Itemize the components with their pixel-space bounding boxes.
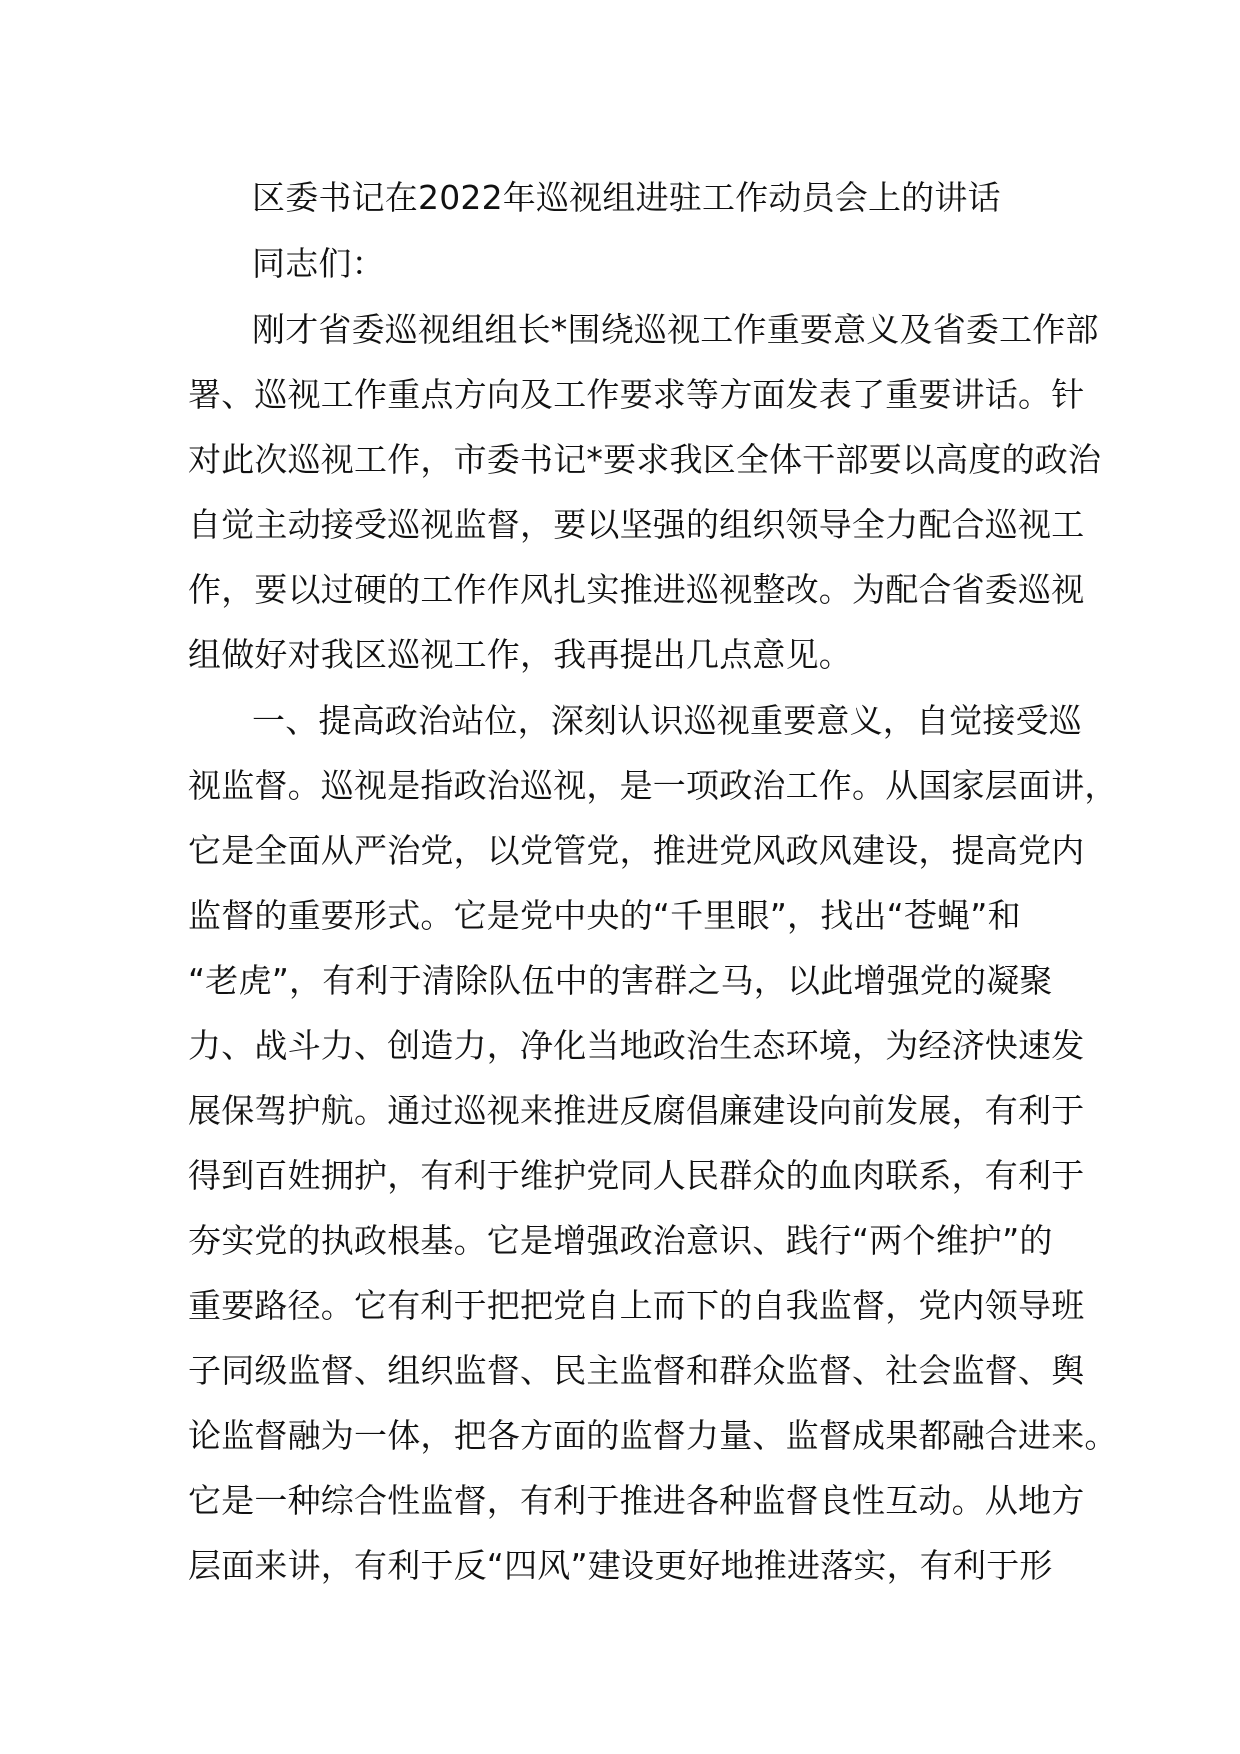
section-heading-line: 一、提高政治站位，深刻认识巡视重要意义，自觉接受巡	[252, 701, 1082, 740]
paragraph-line: 作，要以过硬的工作作风扎实推进巡视整改。为配合省委巡视	[188, 570, 1085, 609]
paragraph-line: 得到百姓拥护，有利于维护党同人民群众的血肉联系，有利于	[188, 1156, 1085, 1195]
paragraph-line: “老虎”，有利于清除队伍中的害群之马，以此增强党的凝聚	[188, 961, 1053, 1000]
paragraph-line: 论监督融为一体，把各方面的监督力量、监督成果都融合进来。	[188, 1416, 1118, 1455]
paragraph-line: 对此次巡视工作，市委书记*要求我区全体干部要以高度的政治	[188, 440, 1102, 479]
paragraph-line: 它是一种综合性监督，有利于推进各种监督良性互动。从地方	[188, 1481, 1085, 1520]
paragraph-line: 刚才省委巡视组组长*围绕巡视工作重要意义及省委工作部	[252, 310, 1099, 349]
paragraph-line: 自觉主动接受巡视监督，要以坚强的组织领导全力配合巡视工	[188, 505, 1085, 544]
paragraph-line: 力、战斗力、创造力，净化当地政治生态环境，为经济快速发	[188, 1026, 1085, 1065]
paragraph-line: 组做好对我区巡视工作，我再提出几点意见。	[188, 635, 852, 674]
paragraph-line: 重要路径。它有利于把把党自上而下的自我监督，党内领导班	[188, 1286, 1085, 1325]
salutation: 同志们：	[252, 244, 385, 283]
document-title: 区委书记在2022年巡视组进驻工作动员会上的讲话	[252, 178, 1001, 217]
paragraph-line: 展保驾护航。通过巡视来推进反腐倡廉建设向前发展，有利于	[188, 1091, 1085, 1130]
paragraph-line: 子同级监督、组织监督、民主监督和群众监督、社会监督、舆	[188, 1351, 1085, 1390]
paragraph-line: 夯实党的执政根基。它是增强政治意识、践行“两个维护”的	[188, 1221, 1053, 1260]
paragraph-line: 视监督。巡视是指政治巡视，是一项政治工作。从国家层面讲，	[188, 766, 1118, 805]
paragraph-line: 监督的重要形式。它是党中央的“千里眼”，找出“苍蝇”和	[188, 896, 1021, 935]
paragraph-line: 层面来讲，有利于反“四风”建设更好地推进落实，有利于形	[188, 1546, 1053, 1585]
paragraph-line: 它是全面从严治党，以党管党，推进党风政风建设，提高党内	[188, 831, 1085, 870]
paragraph-line: 署、巡视工作重点方向及工作要求等方面发表了重要讲话。针	[188, 375, 1085, 414]
